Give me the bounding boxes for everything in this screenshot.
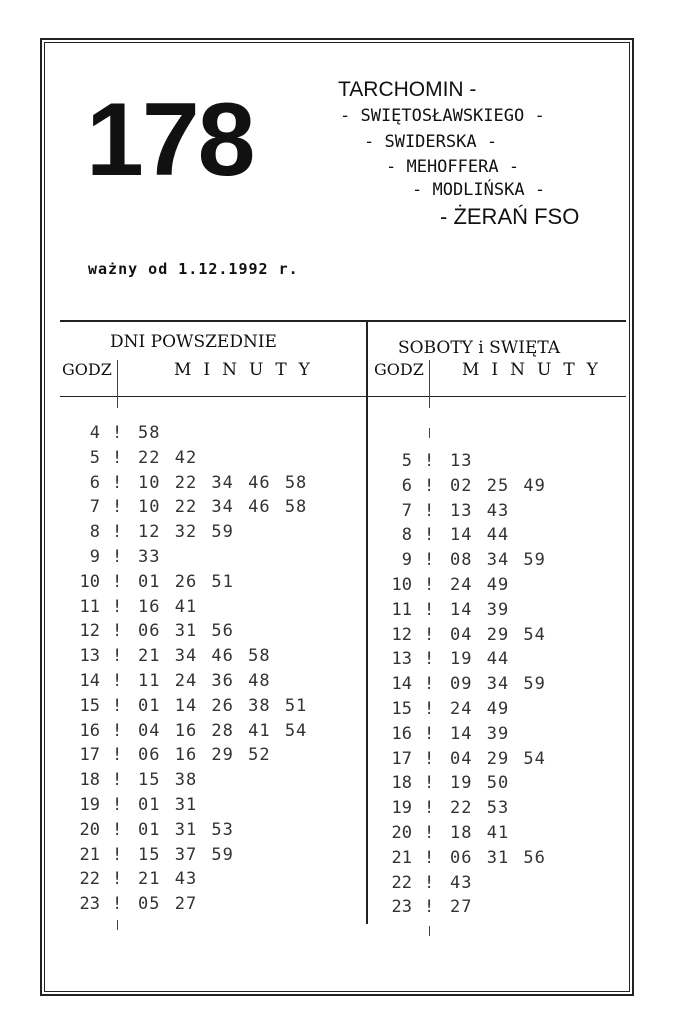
weekend-row-hour: 12 <box>391 624 412 645</box>
weekday-row-separator: ! <box>112 646 123 667</box>
valid-from-text: ważny od 1.12.1992 r. <box>88 260 299 278</box>
weekend-row-minutes: 18 41 <box>450 823 510 843</box>
weekday-row-hour: 6 <box>89 472 100 493</box>
weekend-row-hour: 22 <box>391 872 412 893</box>
weekday-row-minutes: 10 22 34 46 58 <box>138 497 308 518</box>
weekend-row-minutes: 13 <box>450 451 473 471</box>
weekday-row-minutes: 06 31 56 <box>138 621 234 642</box>
weekday-row-minutes: 21 34 46 58 <box>138 646 271 667</box>
weekday-row-minutes: 05 27 <box>138 894 198 915</box>
table-center-divider <box>366 320 368 924</box>
weekday-row-minutes: 01 14 26 38 51 <box>138 695 308 716</box>
weekday-row-separator: ! <box>112 745 123 766</box>
weekend-row-hour: 8 <box>401 525 412 546</box>
weekday-row-minutes: 11 24 36 48 <box>138 671 271 691</box>
weekend-row-separator: ! <box>424 525 435 546</box>
stop-swiderska: - SWIDERSKA - <box>364 132 498 152</box>
weekend-row-minutes: 13 43 <box>450 500 510 521</box>
weekday-row-hour: 12 <box>79 621 100 642</box>
weekday-row-hour: 7 <box>89 497 100 518</box>
weekend-row-separator: ! <box>424 624 435 645</box>
weekday-row-minutes: 10 22 34 46 58 <box>138 472 308 493</box>
route-number: 178 <box>86 82 254 198</box>
weekend-row-hour: 5 <box>401 451 412 471</box>
weekend-row-hour: 23 <box>391 897 412 918</box>
weekend-row-separator: ! <box>424 699 435 719</box>
stop-tarchomin: TARCHOMIN - <box>338 78 477 101</box>
weekday-row-hour: 8 <box>89 522 100 543</box>
weekday-row-minutes: 58 <box>138 423 161 443</box>
weekend-row-separator: ! <box>424 773 435 794</box>
weekend-row-separator: ! <box>424 748 435 769</box>
table-top-rule <box>60 320 626 322</box>
stop-swietoslawskiego: - SWIĘTOSŁAWSKIEGO - <box>340 106 545 126</box>
weekday-row-separator: ! <box>112 770 123 791</box>
weekend-row-separator: ! <box>424 649 435 670</box>
weekend-row-hour: 6 <box>401 475 412 496</box>
weekend-row-separator: ! <box>424 723 435 744</box>
weekday-row-separator: ! <box>112 571 123 592</box>
weekend-row-minutes: 14 44 <box>450 525 510 546</box>
weekday-row-separator: ! <box>112 671 123 691</box>
stop-zeran-fso: - ŻERAŃ FSO <box>440 204 580 229</box>
weekends-hour-header: GODZ <box>374 360 424 379</box>
weekday-row-separator: ! <box>112 447 123 468</box>
weekend-row-hour: 10 <box>391 575 412 595</box>
weekend-row-minutes: 08 34 59 <box>450 550 546 571</box>
weekend-row-minutes: 22 53 <box>450 798 510 819</box>
weekdays-minutes-header: MINUTY <box>174 360 322 380</box>
weekday-row-separator: ! <box>112 547 123 567</box>
weekend-row-minutes: 04 29 54 <box>450 624 546 645</box>
weekend-header-column-rule <box>429 360 430 408</box>
weekday-row-separator: ! <box>112 596 123 617</box>
weekend-row-separator: ! <box>424 575 435 595</box>
weekday-row-hour: 13 <box>79 646 100 667</box>
weekday-row-separator: ! <box>112 894 123 915</box>
weekday-row-separator: ! <box>112 621 123 642</box>
weekday-row-separator: ! <box>112 819 123 840</box>
weekends-title: SOBOTY i SWIĘTA <box>398 338 561 358</box>
weekend-row-hour: 18 <box>391 773 412 794</box>
weekend-row-hour: 14 <box>391 674 412 695</box>
weekend-row-separator: ! <box>424 475 435 496</box>
weekend-row-minutes: 19 50 <box>450 773 510 794</box>
weekday-row-hour: 11 <box>79 596 100 617</box>
weekday-row-hour: 18 <box>79 770 100 791</box>
weekday-row-hour: 4 <box>89 423 100 443</box>
weekend-row-separator: ! <box>424 451 435 471</box>
weekend-column-head-tick <box>429 428 430 438</box>
weekday-row-separator: ! <box>112 695 123 716</box>
weekday-row-hour: 23 <box>79 894 100 915</box>
weekday-row-minutes: 22 42 <box>138 447 198 468</box>
weekday-row-separator: ! <box>112 869 123 890</box>
weekend-row-hour: 13 <box>391 649 412 670</box>
weekend-row-separator: ! <box>424 847 435 868</box>
weekday-row-separator: ! <box>112 497 123 518</box>
weekday-row-hour: 20 <box>79 819 100 840</box>
weekend-row-hour: 11 <box>391 599 412 620</box>
stop-mehoffera: - MEHOFFERA - <box>386 157 520 177</box>
weekday-row-separator: ! <box>112 795 123 815</box>
weekend-row-minutes: 14 39 <box>450 723 510 744</box>
weekday-row-separator: ! <box>112 844 123 865</box>
weekend-row-minutes: 02 25 49 <box>450 475 546 496</box>
weekend-row-minutes: 24 49 <box>450 575 510 595</box>
weekday-row-hour: 21 <box>79 844 100 865</box>
stop-modlinska: - MODLIŃSKA - <box>412 180 546 200</box>
weekend-row-minutes: 19 44 <box>450 649 510 670</box>
weekdays-hour-header: GODZ <box>62 360 112 379</box>
weekday-row-hour: 14 <box>79 671 100 691</box>
weekday-row-minutes: 06 16 29 52 <box>138 745 271 766</box>
weekday-row-hour: 15 <box>79 695 100 716</box>
weekends-minutes-header: MINUTY <box>462 360 610 380</box>
weekend-row-separator: ! <box>424 500 435 521</box>
weekday-row-minutes: 16 41 <box>138 596 198 617</box>
weekend-row-minutes: 14 39 <box>450 599 510 620</box>
weekday-row-hour: 9 <box>89 547 100 567</box>
weekday-row-separator: ! <box>112 720 123 741</box>
weekday-row-minutes: 01 26 51 <box>138 571 234 592</box>
weekend-row-separator: ! <box>424 872 435 893</box>
weekend-row-minutes: 06 31 56 <box>450 847 546 868</box>
weekday-row-hour: 16 <box>79 720 100 741</box>
table-header-rule <box>60 396 626 397</box>
weekend-row-hour: 17 <box>391 748 412 769</box>
weekday-row-hour: 10 <box>79 571 100 592</box>
weekday-row-hour: 5 <box>89 447 100 468</box>
weekday-row-separator: ! <box>112 522 123 543</box>
weekday-row-separator: ! <box>112 472 123 493</box>
weekend-row-hour: 16 <box>391 723 412 744</box>
weekend-row-minutes: 43 <box>450 872 473 893</box>
weekday-row-minutes: 15 38 <box>138 770 198 791</box>
weekend-row-separator: ! <box>424 798 435 819</box>
weekday-row-minutes: 04 16 28 41 54 <box>138 720 308 741</box>
weekend-row-hour: 19 <box>391 798 412 819</box>
weekend-row-separator: ! <box>424 550 435 571</box>
weekend-row-separator: ! <box>424 599 435 620</box>
weekday-row-minutes: 01 31 53 <box>138 819 234 840</box>
weekend-row-separator: ! <box>424 674 435 695</box>
weekend-row-hour: 15 <box>391 699 412 719</box>
weekday-row-minutes: 12 32 59 <box>138 522 234 543</box>
weekday-row-hour: 17 <box>79 745 100 766</box>
weekday-column-tail-tick <box>117 920 118 930</box>
weekday-row-minutes: 15 37 59 <box>138 844 234 865</box>
weekdays-title: DNI POWSZEDNIE <box>110 332 277 352</box>
weekend-row-hour: 21 <box>391 847 412 868</box>
weekday-row-hour: 22 <box>79 869 100 890</box>
weekend-row-separator: ! <box>424 823 435 843</box>
weekend-row-minutes: 24 49 <box>450 699 510 719</box>
weekend-row-minutes: 27 <box>450 897 473 918</box>
weekday-row-separator: ! <box>112 423 123 443</box>
weekend-row-minutes: 09 34 59 <box>450 674 546 695</box>
weekend-row-minutes: 04 29 54 <box>450 748 546 769</box>
weekday-row-minutes: 01 31 <box>138 795 198 815</box>
weekday-row-minutes: 33 <box>138 547 161 567</box>
weekday-header-column-rule <box>117 360 118 408</box>
weekday-row-minutes: 21 43 <box>138 869 198 890</box>
weekend-row-hour: 7 <box>401 500 412 521</box>
weekend-row-separator: ! <box>424 897 435 918</box>
weekend-row-hour: 20 <box>391 823 412 843</box>
weekend-column-tail-tick <box>429 926 430 936</box>
weekday-row-hour: 19 <box>79 795 100 815</box>
weekend-row-hour: 9 <box>401 550 412 571</box>
